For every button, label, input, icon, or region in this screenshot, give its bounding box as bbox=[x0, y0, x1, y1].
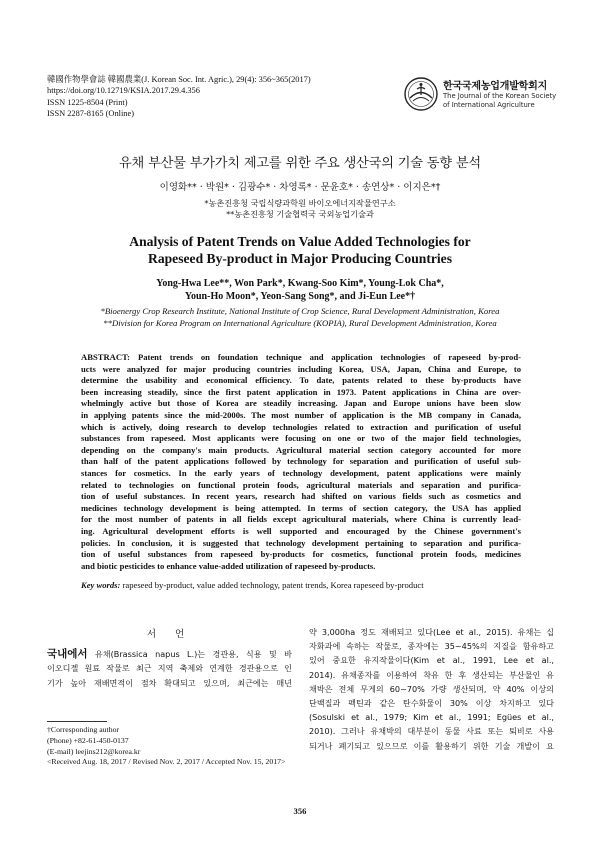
body-line: 이오디젤 원료 작물로 최근 지역 축제와 연계한 경관용으로 인 bbox=[47, 663, 292, 674]
paragraph-lead: 국내에서 bbox=[47, 648, 88, 661]
abstract-line: ABSTRACT: Patent trends on foundation technique and application technologies of rapeseed by-prod- bbox=[81, 352, 521, 362]
journal-reference: 韓國作物學會誌 韓國農業(J. Korean Soc. Int. Agric.), 29(4): 356~365(2017) bbox=[47, 75, 311, 84]
issn-print: ISSN 1225-8504 (Print) bbox=[47, 97, 128, 107]
abstract-line: medicines technology development is being attempted. In terms of section category, the USA has applied bbox=[81, 502, 521, 513]
body-line: 있어 중요한 유지작물이다(Kim et al., 1991, Lee et al., bbox=[309, 655, 554, 666]
abstract-line: been increasing steadily, since the first patent application in 1973. Patent applications in China are over- bbox=[81, 386, 521, 397]
english-title bbox=[0, 233, 600, 267]
body-line: 단백질과 펙틴과 같은 탄수화물이 30% 이상 차지하고 있다 bbox=[309, 698, 554, 709]
body-line: 약 3,000ha 정도 재배되고 있다(Lee et al., 2015). 유채는 십 bbox=[309, 627, 554, 637]
body-line: 채박은 전체 무게의 60~70% 가량 생산되며, 약 40% 이상의 bbox=[309, 683, 554, 694]
abstract-line: for the most number of patents in all fields except agricultural materials, where China is currently lead- bbox=[81, 514, 521, 525]
korean-title: 유채 부산물 부가가치 제고를 위한 주요 생산국의 기술 동향 분석 bbox=[119, 156, 481, 171]
english-affiliation-2: **Division for Korea Program on International Agriculture (KOPIA), Rural Development Administration, Korea bbox=[103, 318, 497, 328]
body-line: (Sosulski et al., 1979; Kim et al., 1991; Egües et al., bbox=[309, 712, 554, 723]
corresponding-phone: (Phone) +82-61-450-0137 bbox=[47, 735, 129, 745]
society-branding bbox=[404, 77, 564, 117]
journal-metadata bbox=[47, 74, 311, 119]
society-name-korean: 한국국제농업개발학회지 bbox=[443, 81, 548, 92]
body-line: 2014). 유채종자를 이용하여 착유 한 후 생산되는 부산물인 유 bbox=[309, 669, 554, 680]
society-name-english bbox=[443, 92, 556, 109]
english-authors bbox=[0, 277, 600, 303]
korean-affiliations bbox=[0, 198, 600, 220]
abstract-line: which is actively, doing research to develop technologies related to extraction and purification of useful bbox=[81, 421, 521, 432]
society-name-english-line2: of International Agriculture bbox=[443, 100, 535, 109]
footnote-divider bbox=[47, 721, 107, 722]
page-number: 356 bbox=[293, 806, 307, 816]
section-heading: 서 언 bbox=[146, 629, 193, 640]
english-affiliations bbox=[0, 305, 600, 329]
english-title-line2: Rapeseed By-product in Major Producing Countries bbox=[148, 251, 452, 266]
abstract-line: and biotic pesticides to enhance value-added utilization of rapeseed by-products. bbox=[81, 560, 376, 571]
body-line: 되거나 폐기되고 있으므로 이를 활용하기 위한 기술 개발이 요 bbox=[309, 740, 554, 751]
doi-link[interactable]: https://doi.org/10.12719/KSIA.2017.29.4.356 bbox=[47, 86, 200, 96]
english-authors-line2: Youn-Ho Moon*, Yeon-Sang Song*, and Ji-Eun Lee*† bbox=[184, 291, 416, 302]
abstract-line: determine the usability and economical efficiency. To date, patents related to these by-products have bbox=[81, 375, 521, 386]
korean-authors: 이영화** · 박원* · 김광수* · 차영록* · 문윤호* · 송연상* · 이지은*† bbox=[159, 182, 441, 193]
issn-online: ISSN 2287-8165 (Online) bbox=[47, 108, 135, 118]
abstract-line: ucts were analyzed for major producing countries including Korea, USA, Japan, China and Europe, to bbox=[81, 363, 521, 374]
society-logo-icon bbox=[404, 77, 438, 111]
body-line bbox=[47, 647, 292, 661]
keywords-label: Key words: bbox=[81, 580, 121, 590]
body-line: 기가 높아 재배면적이 점차 확대되고 있으며, 최근에는 매년 bbox=[47, 677, 292, 688]
english-title-line1: Analysis of Patent Trends on Value Added Technologies for bbox=[129, 234, 471, 249]
correspondence-footnote bbox=[47, 725, 285, 768]
corresponding-author-label: †Corresponding author bbox=[47, 725, 120, 734]
keywords bbox=[81, 580, 521, 590]
abstract-line: tion of useful substances from rapeseed by-products for cosmetics, functional protein foods, medicines bbox=[81, 549, 521, 560]
body-right-column bbox=[309, 625, 554, 753]
abstract-line: in applying patents since the mid-2000s. The most number of application is the MB company in Canada, bbox=[81, 409, 521, 420]
english-authors-line1: Yong-Hwa Lee**, Won Park*, Kwang-Soo Kim*, Young-Lok Cha*, bbox=[156, 278, 444, 289]
abstract-line: related to technologies on functional protein foods, agricultural materials and separation and purifica- bbox=[81, 479, 521, 490]
abstract-line: whelmingly active but those of Korea are steadily increasing. Japan and Europe unions have been slow bbox=[81, 398, 521, 409]
abstract bbox=[81, 352, 521, 572]
body-line: 자화과에 속하는 작물로, 종자에는 35~45%의 지질을 함유하고 bbox=[309, 641, 554, 652]
body-line-text: 유채(Brassica napus L.)는 경관용, 식용 및 바 bbox=[87, 649, 292, 660]
abstract-line: than half of the patent applications followed by technology for separation and purification of useful sub- bbox=[81, 456, 521, 467]
society-name-english-line1: The Journal of the Korean Society bbox=[443, 92, 557, 100]
abstract-line: ing. Agricultural development efforts is well supported and encouraged by the Chinese government's bbox=[81, 525, 521, 536]
abstract-line: substances from rapeseed. Most applicants were focusing on one or two of the major field technologies, bbox=[81, 433, 521, 444]
korean-affiliation-1: *농촌진흥청 국립식량과학원 바이오에너지작물연구소 bbox=[204, 198, 396, 208]
abstract-line: tion of useful substances. In recent years, research had shifted on various fields such as cosmetics and bbox=[81, 491, 521, 502]
body-line: 2010). 그러나 유채박의 대부분이 동물 사료 또는 퇴비로 사용 bbox=[309, 726, 554, 737]
received-dates: <Received Aug. 18, 2017 / Revised Nov. 2, 2017 / Accepted Nov. 15, 2017> bbox=[47, 757, 286, 767]
abstract-line: depending on the company's main products. Agricultural material section category accounted for more bbox=[81, 444, 521, 455]
body-left-column bbox=[47, 628, 292, 690]
abstract-line: policies. In conclusion, it is suggested that technology development pertaining to separation and purifica- bbox=[81, 537, 521, 548]
keywords-text: rapeseed by-product, value added technology, patent trends, Korea rapeseed by-product bbox=[120, 580, 424, 590]
english-affiliation-1: *Bioenergy Crop Research Institute, National Institute of Crop Science, Rural Development Administration, Korea bbox=[100, 306, 500, 316]
corresponding-email[interactable]: (E-mail) leejins212@korea.kr bbox=[47, 746, 141, 756]
abstract-line: stances for cosmetics. In the early years of technology development, patent applications were mainly bbox=[81, 467, 521, 478]
korean-affiliation-2: **농촌진흥청 기술협력국 국외농업기술과 bbox=[226, 209, 374, 219]
